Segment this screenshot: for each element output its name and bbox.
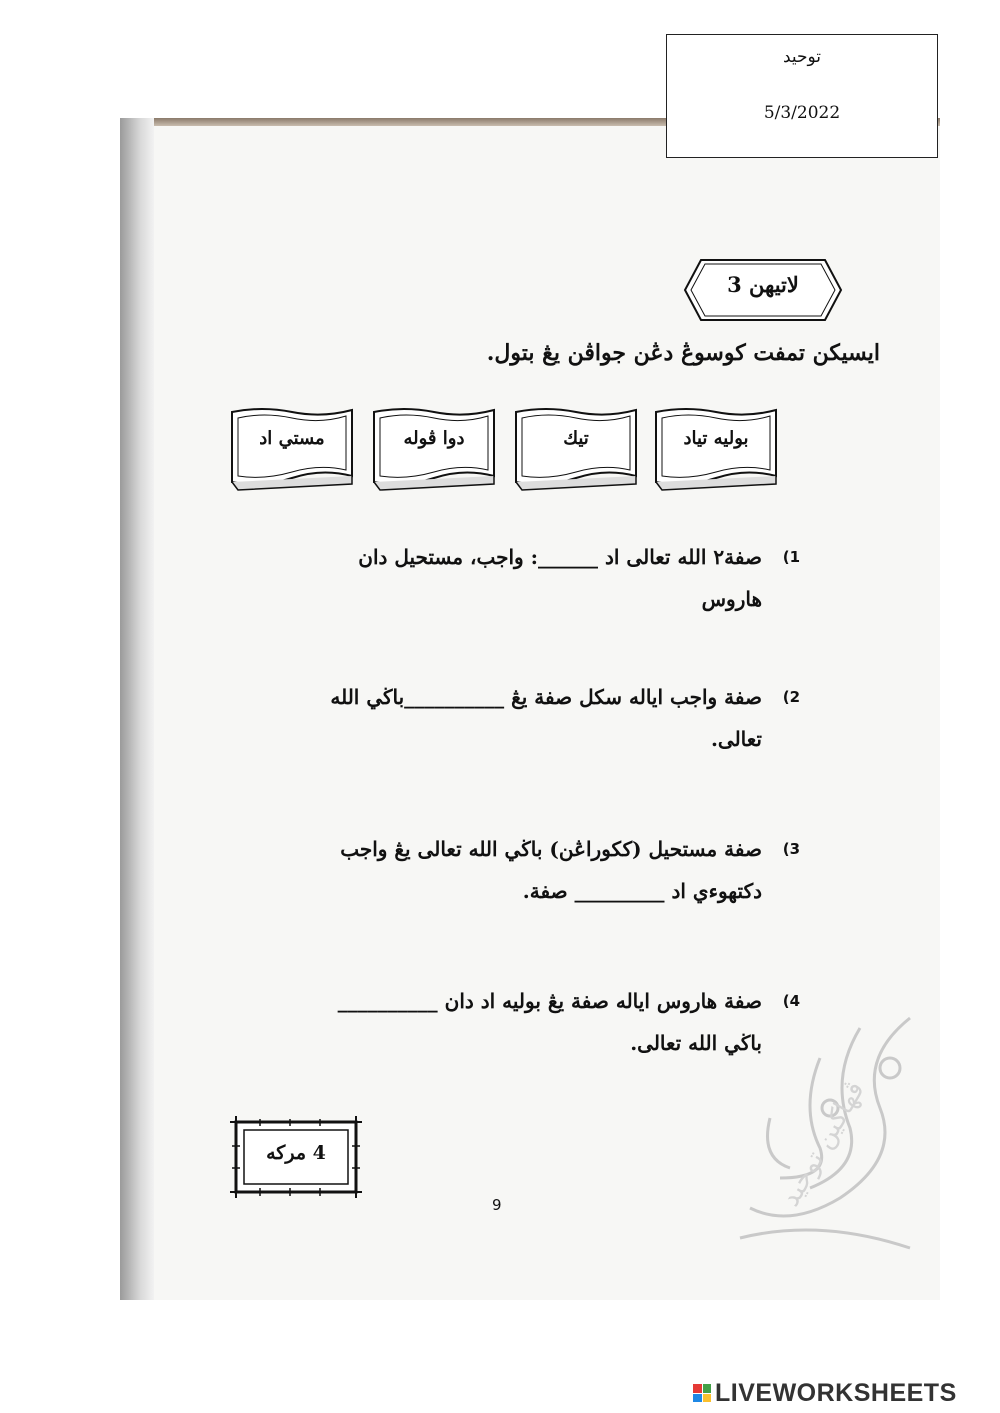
question-number: 4) (782, 992, 800, 1010)
marks-label: 4 مركه (266, 1142, 326, 1164)
flag-banner-shape (512, 406, 640, 492)
question-line: صفة هاروس اياله صفة يڠ بوليه اد دان __________ (337, 989, 762, 1013)
word-bank-item (652, 406, 780, 492)
question-number: 2) (782, 688, 800, 706)
question-number: 3) (782, 840, 800, 858)
word-bank-label: تيك (563, 428, 589, 449)
word-bank-item (512, 406, 640, 492)
logo-tile-red (693, 1384, 702, 1393)
liveworksheets-logo[interactable] (693, 1380, 957, 1406)
exercise-title: لاتيهن 3 (727, 272, 799, 297)
header-info-box (666, 34, 938, 158)
logo-tile-yellow (703, 1394, 712, 1403)
question-line: هاروس (701, 587, 762, 611)
question-line: صفة٢ الله تعالى اد ______: واجب، مستحيل دان (358, 545, 762, 569)
exercise-instruction: ايسيكن تمفت كوسوڠ دڠن جواڤن يڠ بتول. (486, 340, 880, 366)
liveworksheets-logo-text: LIVEWORKSHEETS (715, 1378, 957, 1407)
flag-banner-shape (652, 406, 780, 492)
subject-label: توحيد (782, 47, 822, 67)
page-spine-shadow (120, 118, 154, 1300)
question-number: 1) (782, 548, 800, 566)
calligraphy-watermark (710, 998, 940, 1258)
marks-box (230, 1116, 362, 1198)
word-bank-label: بوليه تياد (683, 428, 749, 449)
logo-tile-blue (693, 1394, 702, 1403)
word-bank-label: مستي اد (259, 428, 325, 449)
question-line: باڬي الله تعالى. (630, 1031, 762, 1055)
question-4 (282, 980, 800, 1064)
question-line: صفة مستحيل (ككوراڠن) باڬي الله تعالى يڠ واجب (340, 837, 762, 861)
date-label: 5/3/2022 (763, 103, 841, 123)
word-bank-item (370, 406, 498, 492)
watermark-text: ڤهاكين توحيد (775, 1076, 871, 1212)
flag-banner-shape (228, 406, 356, 492)
question-2 (282, 676, 800, 760)
scanned-page (120, 118, 940, 1300)
question-line: صفة واجب اياله سكل صفة يڠ __________باڬي الله (330, 685, 762, 709)
liveworksheets-logo-icon (693, 1384, 711, 1402)
page-number: 9 (492, 1196, 502, 1214)
flag-banner-shape (370, 406, 498, 492)
question-line: دكتهوءي اد _________ صفة. (522, 879, 762, 903)
question-3 (282, 828, 800, 912)
word-bank-label: دوا ڤوله (403, 428, 465, 449)
word-bank-item (228, 406, 356, 492)
logo-tile-green (703, 1384, 712, 1393)
question-1 (282, 536, 800, 620)
question-line: تعالى. (710, 727, 762, 751)
